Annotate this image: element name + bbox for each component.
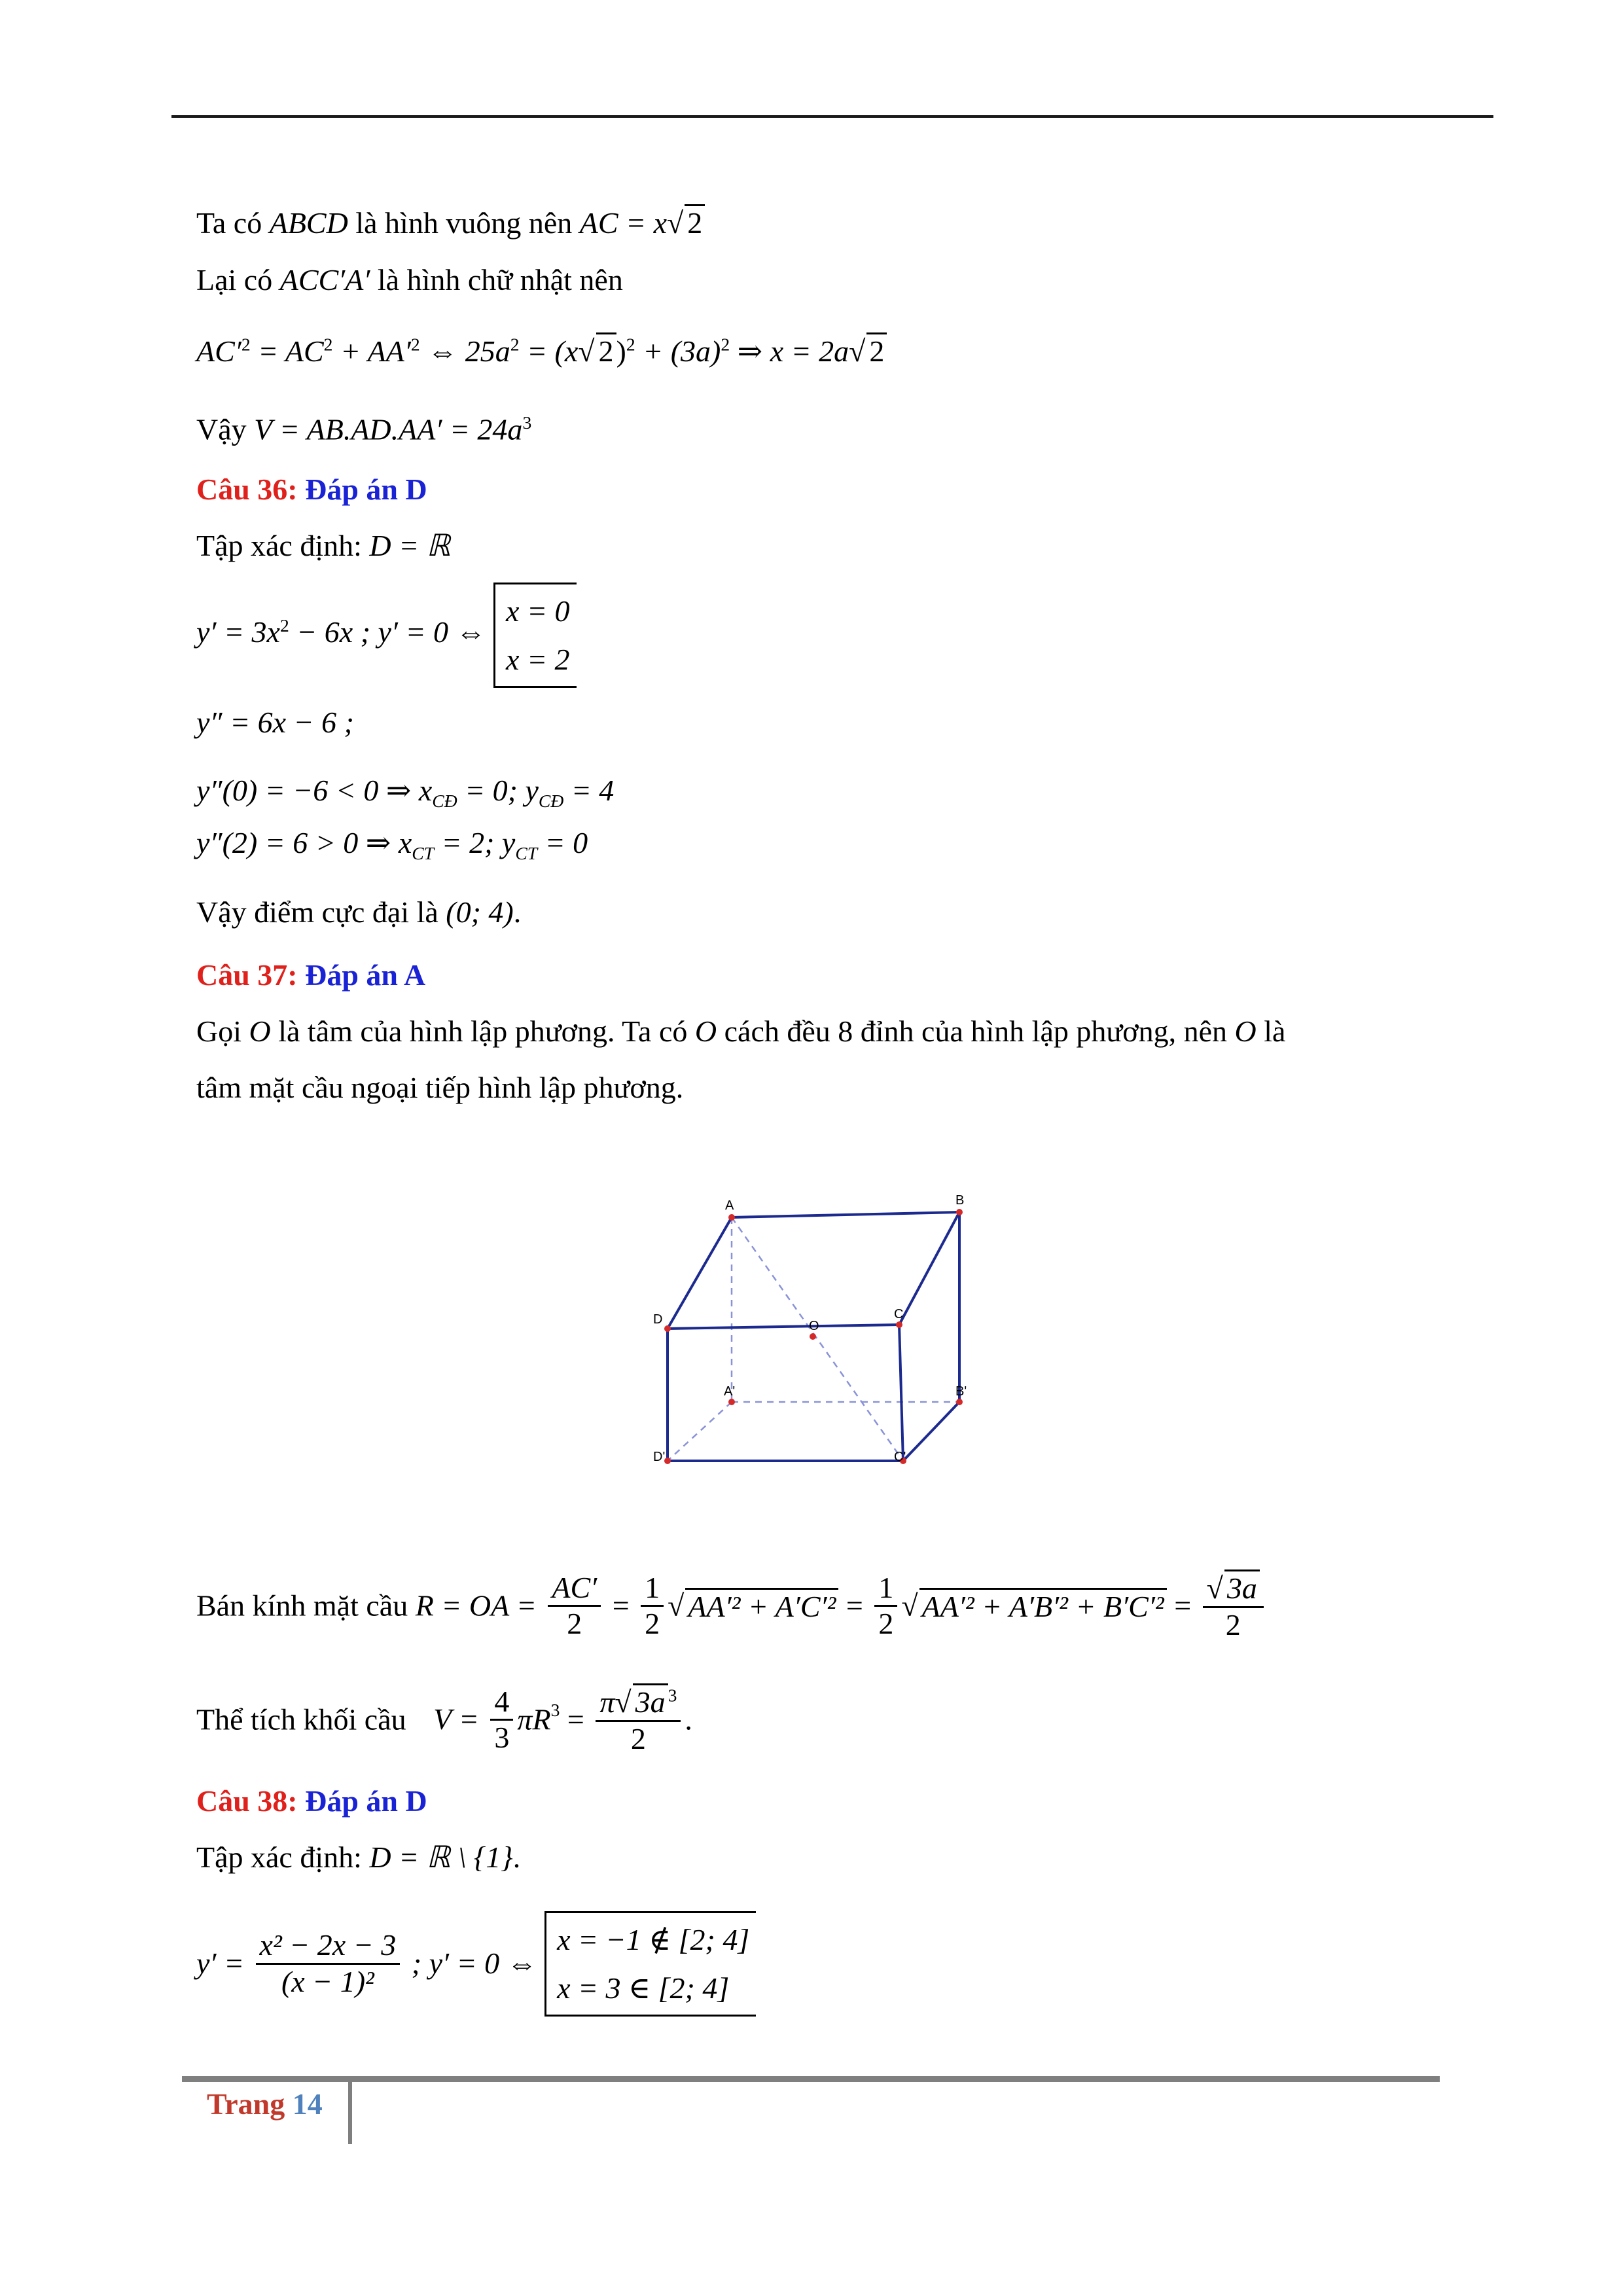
question-36-heading: Câu 36: Đáp án D xyxy=(196,473,427,506)
vertex-b xyxy=(956,1209,963,1215)
edge-d-c xyxy=(668,1325,899,1329)
fraction-half-1: $\frac{1}{2}$ xyxy=(641,1571,664,1642)
header-rule xyxy=(171,115,1493,118)
label-a: A xyxy=(725,1198,734,1213)
q36-second-derivative: y″ = 6x − 6 ; xyxy=(196,706,354,739)
vertex-a1 xyxy=(728,1399,735,1405)
fraction-4-over-3: $\frac{4}{3}$ xyxy=(490,1685,513,1756)
question-37-heading: Câu 37: Đáp án A xyxy=(196,958,426,992)
q37-radius-formula: Bán kính mặt cầu R = OA = $\frac{AC'}{2}$ = $\frac{1}{2}$ √ AA′² + A′C′² = $\frac{1}{2}$ √ AA′² + A′B′² + B′C′² = $\frac{√ 3a}{2}$ xyxy=(196,1570,1268,1643)
q36-conclusion: Vậy điểm cực đại là (0; 4). xyxy=(196,895,522,929)
vertex-d1 xyxy=(664,1458,671,1464)
label-c: C xyxy=(894,1307,904,1321)
label-c1: C' xyxy=(894,1450,906,1464)
q38-domain: Tập xác định: D = ℝ \ {1}. xyxy=(196,1840,521,1874)
q36-domain: Tập xác định: D = ℝ xyxy=(196,529,451,562)
vertex-a xyxy=(728,1214,735,1221)
edge-a-d xyxy=(668,1217,732,1329)
page-number: Trang 14 xyxy=(207,2087,323,2121)
q36-minimum-check: y″(2) = 6 > 0 ⇒ $x_{CT} = 2$; $y_{CT} = 0$ xyxy=(196,826,588,864)
label-d1: D' xyxy=(653,1450,666,1464)
text-line-volume-result: Vậy $V = AB.AD.AA' = 24a^3$ xyxy=(196,412,532,446)
fraction-ac1-over-2: $\frac{AC'}{2}$ xyxy=(548,1571,601,1642)
question-38-heading: Câu 38: Đáp án D xyxy=(196,1784,427,1818)
diagonal-a-c1 xyxy=(732,1217,903,1461)
hidden-edge-a1-d1 xyxy=(668,1402,732,1461)
footer-divider xyxy=(348,2081,352,2144)
vertex-d xyxy=(664,1325,671,1332)
vertex-c xyxy=(896,1321,902,1328)
label-a1: A' xyxy=(724,1384,736,1399)
fraction-derivative: $\frac{\text{x² − 2x − 3}}{\text{(x − 1)²}}$ xyxy=(256,1928,401,2000)
solution-bracket-q38: x = −1 ∉ [2; 4] x = 3 ∈ [2; 4] xyxy=(544,1911,756,2017)
edge-b1-c1 xyxy=(903,1402,959,1461)
fraction-root3a-over-2: $\frac{√ 3a}{2}$ xyxy=(1203,1570,1264,1643)
fraction-volume-result: $\frac{\pi√ 3a ^3}{2}$ xyxy=(596,1683,681,1757)
text-line-abcd-square: Ta có ABCD là hình vuông nên AC = x√ 2 xyxy=(196,204,705,241)
text-line-rectangle: Lại có ACC′A′ là hình chữ nhật nên xyxy=(196,263,623,296)
q37-text-line-1: Gọi O là tâm của hình lập phương. Ta có O cách đều 8 đỉnh của hình lập phương, nên O là xyxy=(196,1014,1286,1048)
edge-a-b xyxy=(732,1212,959,1217)
cube-figure xyxy=(628,1191,995,1545)
q36-maximum-check: y″(0) = −6 < 0 ⇒ $x_{CĐ} = 0$; $y_{CĐ} = 4$ xyxy=(196,774,615,812)
label-o: O xyxy=(809,1319,819,1333)
label-b: B xyxy=(955,1193,965,1208)
q38-derivative: y′ = $\frac{\text{x² − 2x − 3}}{\text{(x − 1)²}}$ ; y′ = 0 ⇔ x = −1 ∉ [2; 4] x = 3 ∈ [2; 4] xyxy=(196,1911,756,2017)
solution-bracket: x = 0 x = 2 xyxy=(493,583,576,688)
q36-first-derivative: $y' = 3x^2 - 6x$ ; y′ = 0 ⇔ x = 0 x = 2 xyxy=(196,583,577,688)
center-o xyxy=(810,1333,816,1340)
footer-rule xyxy=(182,2076,1440,2082)
q37-volume-formula: Thể tích khối cầu V = $\frac{4}{3}$ $\pi R^3$ = $\frac{\pi√ 3a ^3}{2}$ . xyxy=(196,1684,692,1755)
edge-c-c1 xyxy=(899,1325,903,1461)
vertex-b1 xyxy=(956,1399,963,1405)
label-d: D xyxy=(653,1312,663,1327)
equation-pythagoras: $AC'^2 = AC^2 + AA'^2$ ⇔ $25a^2 = (x√$ $2)^2 + (3a)^2$ ⇒ x = 2a√ 2 xyxy=(196,332,887,369)
edge-b-c xyxy=(899,1212,959,1325)
label-b1: B' xyxy=(955,1384,967,1399)
q37-text-line-2: tâm mặt cầu ngoại tiếp hình lập phương. xyxy=(196,1071,684,1104)
fraction-half-2: $\frac{1}{2}$ xyxy=(874,1571,897,1642)
